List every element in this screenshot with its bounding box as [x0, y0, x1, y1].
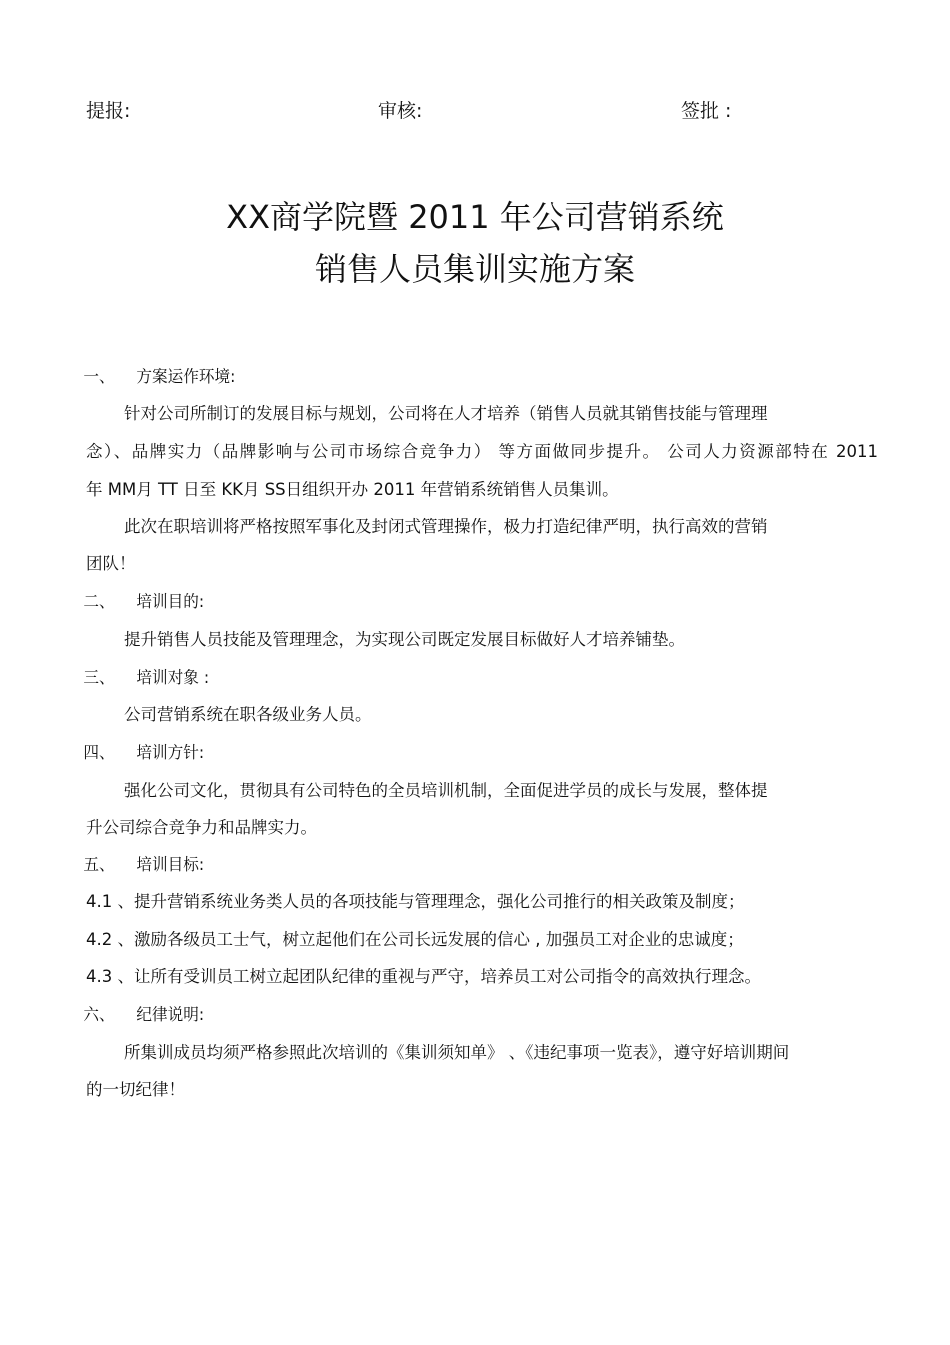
paragraph-line: 的一切纪律！	[86, 1080, 185, 1099]
document-title-line1: XX商学院暨 2011 年公司营销系统	[226, 198, 724, 236]
paragraph-line: 公司营销系统在职各级业务人员。	[124, 705, 372, 724]
section-title: 方案运作环境:	[136, 367, 236, 386]
section-title: 纪律说明:	[136, 1005, 205, 1024]
paragraph-line: 年 MM月 TT 日至 KK月 SS日组织开办 2011 年营销系统销售人员集训。	[86, 480, 619, 499]
paragraph-line: 强化公司文化，贯彻具有公司特色的全员培训机制，全面促进学员的成长与发展，整体提	[124, 781, 768, 800]
list-item	[86, 891, 745, 913]
section-title: 培训目的:	[136, 592, 205, 611]
section-number: 二、	[83, 592, 115, 611]
list-item-number: 4.3 、	[86, 967, 134, 986]
section-number: 三、	[83, 668, 115, 687]
paragraph-line: 念）、品牌实力（品牌影响与公司市场综合竞争力） 等方面做同步提升。 公司人力资源部特在 2011	[86, 442, 878, 461]
list-item-number: 4.1 、	[86, 892, 134, 911]
list-item-number: 4.2 、	[86, 930, 134, 949]
paragraph-line: 此次在职培训将严格按照军事化及封闭式管理操作，极力打造纪律严明，执行高效的营销	[124, 517, 768, 536]
section-number: 一、	[83, 367, 115, 386]
paragraph-line: 提升销售人员技能及管理理念，为实现公司既定发展目标做好人才培养铺垫。	[124, 630, 685, 649]
submit-label: 提报:	[86, 100, 131, 122]
list-item	[86, 929, 744, 951]
section-number: 四、	[83, 743, 115, 762]
list-item	[86, 966, 761, 988]
paragraph-line: 团队！	[86, 554, 136, 573]
review-label: 审核:	[378, 100, 423, 122]
document-title-line2: 销售人员集训实施方案	[314, 250, 635, 288]
section-title: 培训对象 :	[136, 668, 210, 687]
list-item-text: 让所有受训员工树立起团队纪律的重视与严守，培养员工对公司指令的高效执行理念。	[134, 967, 761, 986]
approve-label: 签批 :	[681, 100, 732, 122]
paragraph-line: 所集训成员均须严格参照此次培训的《集训须知单》 、《违纪事项一览表》，遵守好培训期间	[124, 1043, 790, 1062]
section-number: 五、	[83, 855, 115, 874]
approval-row	[0, 96, 950, 126]
paragraph-line: 升公司综合竞争力和品牌实力。	[86, 818, 317, 837]
section-title: 培训目标:	[136, 855, 205, 874]
paragraph-line: 针对公司所制订的发展目标与规划，公司将在人才培养（销售人员就其销售技能与管理理	[124, 404, 768, 423]
list-item-text: 激励各级员工士气，树立起他们在公司长远发展的信心 , 加强员工对企业的忠诚度；	[134, 930, 744, 949]
section-number: 六、	[83, 1005, 115, 1024]
section-title: 培训方针:	[136, 743, 205, 762]
list-item-text: 提升营销系统业务类人员的各项技能与管理理念，强化公司推行的相关政策及制度；	[134, 892, 745, 911]
